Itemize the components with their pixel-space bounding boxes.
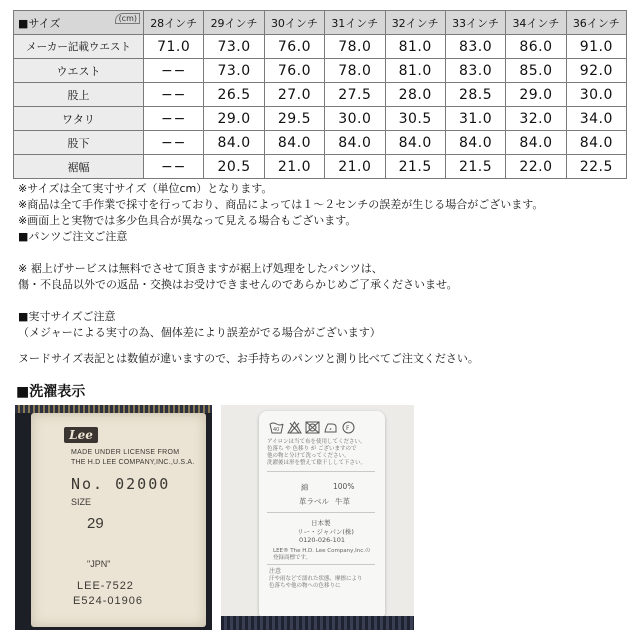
tag-divider — [267, 564, 375, 565]
table-cell: 84.0 — [264, 131, 324, 155]
table-row — [14, 155, 627, 179]
material-name: 綿 — [301, 483, 309, 492]
size-header: 30インチ — [264, 11, 324, 35]
table-cell: 83.0 — [445, 59, 505, 83]
patch-code: E524-01906 — [73, 595, 143, 607]
leather-patch — [31, 413, 206, 627]
table-cell: 84.0 — [445, 131, 505, 155]
care-symbols — [269, 419, 356, 432]
size-header: 33インチ — [445, 11, 505, 35]
table-cell: 76.0 — [264, 35, 324, 59]
license-line: LEE® The H.D. Lee Company,Inc.の — [273, 548, 371, 554]
table-cell: 30.5 — [385, 107, 445, 131]
tag-divider — [267, 512, 375, 513]
table-cell: 32.0 — [506, 107, 566, 131]
table-cell: 28.5 — [445, 83, 505, 107]
table-cell: −− — [144, 107, 204, 131]
size-header-row — [14, 11, 627, 35]
warning-line: 他の物と分けて洗ってください。 — [267, 453, 350, 459]
table-cell: 22.0 — [506, 155, 566, 179]
maker-name: リー・ジャパン(株) — [297, 528, 354, 536]
table-cell: 34.0 — [566, 107, 626, 131]
table-cell: 30.0 — [325, 107, 385, 131]
table-cell: 84.0 — [325, 131, 385, 155]
table-cell: 84.0 — [566, 131, 626, 155]
dry-clean-icon — [341, 419, 356, 432]
wash-tub-icon — [269, 419, 284, 432]
svg-text:F: F — [346, 425, 350, 432]
table-cell: 26.5 — [204, 83, 264, 107]
table-cell: −− — [144, 83, 204, 107]
unit-label: (cm) — [115, 13, 140, 24]
table-cell: 78.0 — [325, 35, 385, 59]
table-cell: 81.0 — [385, 35, 445, 59]
table-cell: 21.5 — [445, 155, 505, 179]
row-label: 裾幅 — [14, 155, 144, 179]
leather-patch-photo — [15, 405, 212, 630]
table-cell: 91.0 — [566, 35, 626, 59]
row-label: ウエスト — [14, 59, 144, 83]
warning-line: 洗濯後は形を整えて陰干しして下さい。 — [267, 460, 367, 466]
table-cell: 29.5 — [264, 107, 324, 131]
warning-line: アイロンは当て布を使用してください。 — [267, 439, 366, 445]
no-tumble-dry-icon — [305, 419, 320, 432]
note-line: ※画面上と実物では多少色具合が異なって見える場合もございます。 — [18, 214, 357, 227]
caution-line: 色落ちや他の物への色移りに — [269, 583, 341, 589]
table-row — [14, 107, 627, 131]
patch-lot: LEE-7522 — [77, 580, 134, 592]
table-cell: 84.0 — [506, 131, 566, 155]
patch-size-value: 29 — [87, 515, 104, 532]
table-cell: 78.0 — [325, 59, 385, 83]
table-cell: 84.0 — [385, 131, 445, 155]
license-line: 登録商標です。 — [273, 555, 312, 561]
note-line: ※サイズは全て実寸サイズ（単位cm）となります。 — [18, 182, 273, 195]
patch-size-label: SIZE — [71, 497, 92, 507]
table-cell: −− — [144, 131, 204, 155]
table-cell: 29.0 — [506, 83, 566, 107]
table-cell: 76.0 — [264, 59, 324, 83]
denim-fabric — [221, 616, 414, 630]
row-label: ワタリ — [14, 107, 144, 131]
notes-section — [18, 181, 628, 367]
table-cell: −− — [144, 59, 204, 83]
table-cell: 73.0 — [204, 35, 264, 59]
table-row — [14, 131, 627, 155]
tag-divider — [267, 471, 375, 472]
table-cell: 71.0 — [144, 35, 204, 59]
table-row — [14, 35, 627, 59]
wash-label-heading: ■洗濯表示 — [16, 384, 86, 400]
pants-notice-heading: ■パンツご注文ご注意 — [18, 230, 128, 243]
row-label: 股下 — [14, 131, 144, 155]
actual-size-heading: ■実寸サイズご注意 — [18, 310, 116, 323]
caution-line: 汗や雨などで濡れた状態、摩擦により — [269, 576, 363, 582]
row-label: 股上 — [14, 83, 144, 107]
size-header: 31インチ — [325, 11, 385, 35]
care-tag — [259, 411, 385, 617]
size-header: 28インチ — [144, 11, 204, 35]
table-cell: 21.0 — [264, 155, 324, 179]
caution-heading: 注意 — [269, 568, 282, 575]
size-header: 29インチ — [204, 11, 264, 35]
table-cell: 73.0 — [204, 59, 264, 83]
hem-notice-line: ※ 裾上げサービスは無料でさせて頂きますが裾上げ処理をしたパンツは、 — [18, 262, 383, 275]
table-cell: 83.0 — [445, 35, 505, 59]
care-tag-photo — [221, 405, 414, 630]
patch-number: No. 02000 — [71, 475, 171, 493]
table-cell: 84.0 — [204, 131, 264, 155]
table-cell: 81.0 — [385, 59, 445, 83]
table-cell: 85.0 — [506, 59, 566, 83]
patch-company-text: THE H.D LEE COMPANY,INC.,U.S.A. — [71, 459, 195, 466]
table-cell: 21.5 — [385, 155, 445, 179]
table-row — [14, 59, 627, 83]
table-cell: 92.0 — [566, 59, 626, 83]
size-table-title: ■サイズ — [18, 16, 61, 30]
no-bleach-icon — [287, 419, 302, 432]
patch-origin: "JPN" — [87, 559, 111, 569]
table-cell: 30.0 — [566, 83, 626, 107]
size-header: 34インチ — [506, 11, 566, 35]
table-cell: 27.5 — [325, 83, 385, 107]
table-row — [14, 83, 627, 107]
note-line: ※商品は全て手作業で採寸を行っており、商品によっては１～２センチの誤差が生じる場合がございます。 — [18, 198, 544, 211]
table-cell: 27.0 — [264, 83, 324, 107]
row-label: メーカー記載ウエスト — [14, 35, 144, 59]
table-cell: 29.0 — [204, 107, 264, 131]
size-table-corner — [14, 11, 144, 35]
lee-logo: Lee — [64, 427, 98, 443]
table-cell: 86.0 — [506, 35, 566, 59]
hem-notice-line: 傷・不良品以外での返品・交換はお受けできませんのであらかじめご了承くださいませ。 — [18, 278, 458, 291]
actual-size-line: （メジャーによる実寸の為、個体差により誤差がでる場合がございます） — [18, 326, 381, 339]
table-cell: 22.5 — [566, 155, 626, 179]
made-in: 日本製 — [311, 519, 331, 527]
denim-stitching — [15, 405, 212, 413]
table-cell: 31.0 — [445, 107, 505, 131]
maker-phone: 0120-026-101 — [299, 536, 346, 544]
leather-label-text: 革ラベル — [299, 497, 329, 506]
warning-line: 色落ち や 色移り が ございますので — [267, 446, 357, 452]
size-header: 36インチ — [566, 11, 626, 35]
table-cell: −− — [144, 155, 204, 179]
table-cell: 28.0 — [385, 83, 445, 107]
table-cell: 20.5 — [204, 155, 264, 179]
iron-icon — [323, 419, 338, 432]
leather-material: 牛革 — [335, 497, 350, 506]
size-table — [13, 10, 627, 179]
size-header: 32インチ — [385, 11, 445, 35]
nude-size-line: ヌードサイズ表記とは数値が違いますので、お手持ちのパンツと測り比べてご注文ください。 — [18, 352, 479, 365]
patch-license-text: MADE UNDER LICENSE FROM — [71, 449, 180, 456]
material-percent: 100% — [333, 482, 355, 491]
table-cell: 21.0 — [325, 155, 385, 179]
wash-temp: 40 — [273, 427, 280, 433]
